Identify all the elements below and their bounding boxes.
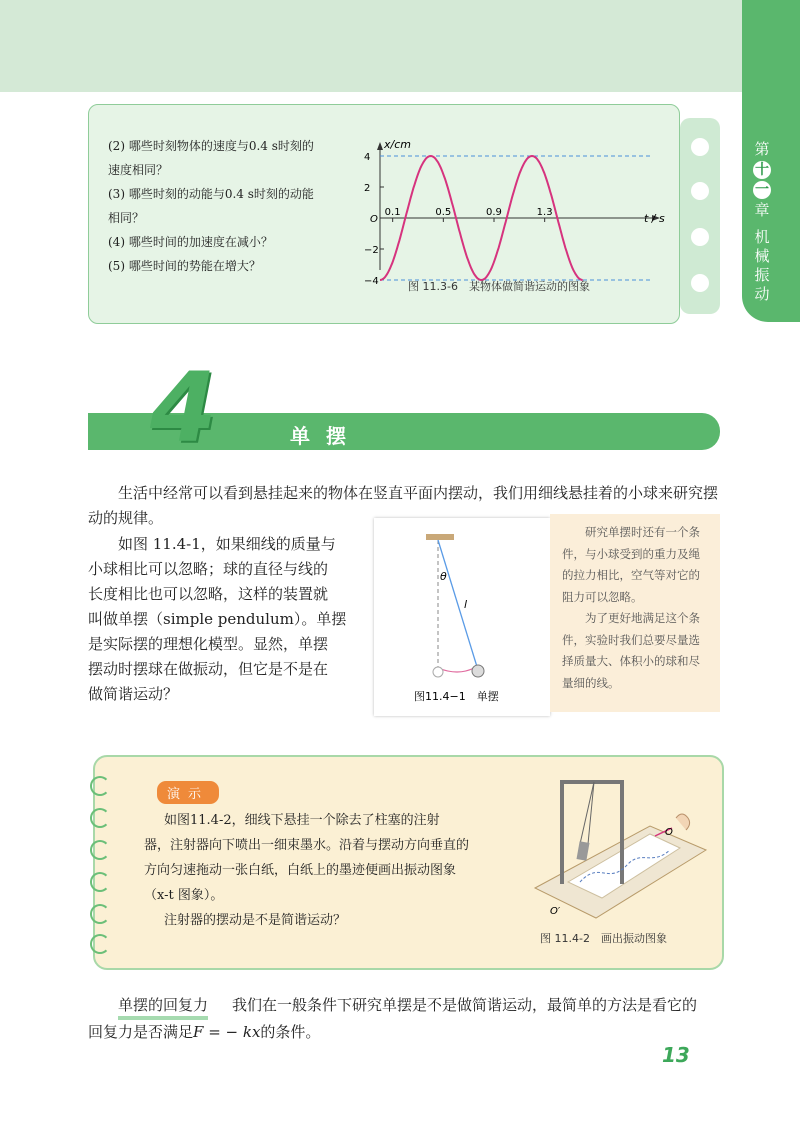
binder-ring-icon [691, 274, 709, 292]
exercise-question-2: (2) 哪些时刻物体的速度与0.4 s时刻的 [108, 139, 314, 153]
exercise-question-5: (5) 哪些时间的势能在增大？ [108, 259, 261, 273]
chapter-suffix: 章 [754, 201, 770, 219]
spiral-binding-icon [90, 808, 110, 828]
point-o-label: O [665, 827, 673, 838]
x-tick-label: 1.3 [536, 207, 553, 218]
y-tick-label: 2 [364, 183, 371, 194]
intro-paragraph: 生活中经常可以看到悬挂起来的物体在竖直平面内摆动，我们用细线悬挂着的小球来研究摆动的规律。 [88, 484, 719, 527]
restore-line-2 [88, 1020, 320, 1045]
subheading-restoring-force: 单摆的回复力 [118, 995, 208, 1020]
x-tick-label: 0.9 [486, 207, 502, 218]
demo-line: 器，注射器向下喷出一细束墨水。沿着与摆动方向垂直的 [144, 838, 470, 853]
restore-text-1: 我们在一般条件下研究单摆是不是做简谐运动，最简单的方法是看它的 [232, 996, 698, 1014]
restore-text-2: 回复力是否满足 [88, 1023, 194, 1041]
binder-ring-icon [691, 228, 709, 246]
restore-formula: F = − kx [193, 1023, 261, 1041]
y-tick-label: −4 [364, 276, 379, 287]
chapter-title-char: 械 [754, 247, 770, 265]
body-line: 叫做单摆（simple pendulum）。单摆 [88, 610, 347, 628]
spiral-binding-icon [90, 840, 110, 860]
demo-line: （x-t 图象）。 [144, 888, 224, 903]
pendulum-caption: 图11.4−1 单摆 [414, 690, 499, 703]
restore-text-3: 的条件。 [260, 1023, 321, 1041]
side-note [550, 514, 720, 712]
side-note-p1: 研究单摆时还有一个条件，与小球受到的重力及绳的拉力相比，空气等对它的阻力可以忽略。 [562, 525, 700, 604]
demo-text [144, 808, 530, 933]
angle-theta-label: θ [440, 570, 447, 583]
body-line: 长度相比也可以忽略，这样的装置就 [88, 585, 329, 603]
demo-label: 演示 [157, 781, 219, 804]
hand-icon [676, 814, 690, 830]
syringe [577, 841, 590, 860]
figure-caption-11-4-2: 图 11.4-2 画出振动图象 [540, 932, 667, 945]
x-tick-label: 0.5 [435, 207, 452, 218]
chapter-title-char: 动 [754, 285, 770, 303]
x-tick-label: 0.1 [384, 207, 401, 218]
pendulum-thread [588, 782, 594, 844]
page-number: 13 [662, 1043, 690, 1067]
pendulum-bob-rest [433, 667, 443, 677]
ink-pendulum-apparatus [530, 770, 710, 920]
exercise-question-4: (4) 哪些时间的加速度在减小？ [108, 235, 273, 249]
section-title: 单摆 [290, 424, 362, 448]
demo-line: 如图11.4-2，细线下悬挂一个除去了柱塞的注射 [164, 813, 440, 828]
figure-caption-11-3-6: 图 11.3-6 某物体做简谐运动的图象 [408, 280, 590, 293]
point-o-prime-label: O′ [550, 906, 561, 917]
demo-line: 注射器的摆动是不是简谐运动？ [164, 913, 347, 928]
pendulum-diagram [374, 518, 550, 716]
exercise-question-2b: 速度相同？ [108, 163, 169, 177]
spiral-binding-icon [90, 934, 110, 954]
pendulum-string [438, 540, 478, 670]
x-tick-labels [385, 207, 553, 222]
pendulum-thread [580, 782, 594, 844]
body-line: 小球相比可以忽略；球的直径与线的 [88, 560, 329, 578]
shm-graph [360, 130, 670, 295]
body-line: 如图 11.4-1，如果细线的质量与 [118, 535, 336, 553]
top-header-band [0, 0, 742, 92]
demo-line: 方向匀速拖动一张白纸，白纸上的墨迹便画出振动图象 [144, 863, 457, 878]
binder-ring-icon [691, 138, 709, 156]
exercise-question-3: (3) 哪些时刻的动能与0.4 s时刻的动能 [108, 187, 314, 201]
y-tick-label: 4 [364, 152, 371, 163]
binder-strip [680, 118, 720, 314]
chapter-title-char: 机 [754, 228, 770, 246]
pendulum-figure [374, 518, 550, 716]
chapter-number-2: 一 [755, 182, 769, 198]
stand-post-left [560, 780, 564, 884]
chapter-prefix: 第 [754, 140, 770, 158]
body-line: 是实际摆的理想化模型。显然，单摆 [88, 635, 329, 653]
chapter-number-1: 十 [755, 162, 769, 178]
pendulum-bob [472, 665, 484, 677]
exercise-question-3b: 相同？ [108, 211, 145, 225]
y-tick-label: −2 [364, 245, 379, 256]
body-line: 摆动时摆球在做振动，但它是不是在 [88, 660, 329, 678]
x-axis-label: t / s [644, 212, 665, 225]
binder-ring-icon [691, 182, 709, 200]
length-l-label: l [464, 598, 468, 611]
spiral-binding-icon [90, 904, 110, 924]
section-number: 4 [150, 352, 217, 464]
chapter-label [750, 140, 774, 304]
body-paragraph [88, 532, 373, 707]
side-note-p2: 为了更好地满足这个条件，实验时我们总要尽量选择质量大、体积小的球和尽量细的线。 [562, 611, 700, 690]
origin-label: O [370, 214, 378, 225]
chapter-title-char: 振 [754, 266, 770, 284]
spiral-binding-icon [90, 776, 110, 796]
y-axis-label: x/cm [384, 138, 411, 151]
spiral-binding-icon [90, 872, 110, 892]
body-line: 做简谐运动？ [88, 685, 179, 703]
y-axis-arrow-icon [377, 142, 383, 150]
pendulum-support [426, 534, 454, 540]
